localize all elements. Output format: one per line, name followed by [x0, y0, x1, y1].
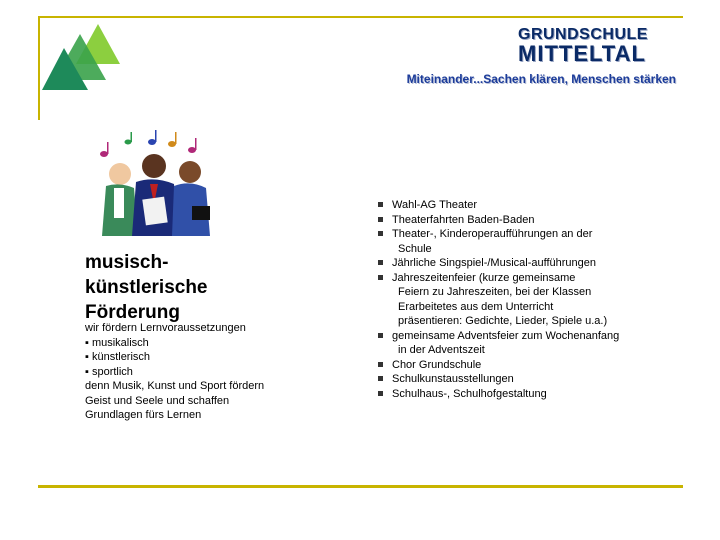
section-heading — [85, 250, 305, 325]
activities-list — [378, 198, 678, 401]
heading-line: musisch- — [85, 252, 169, 273]
mountain-logo-icon — [40, 22, 130, 92]
bullet-square-icon — [378, 231, 383, 236]
closing-text-line: Geist und Seele und schaffen — [85, 394, 230, 407]
list-item: Schulhaus-, Schulhofgestaltung — [378, 387, 678, 402]
list-item: Jahreszeitenfeier (kurze gemeinsame Feiern zu Jahreszeiten, bei der Klassen Erarbeitetes aus dem Unterricht präsentieren: Gedichte, Lieder, Spiele u.a.) — [378, 271, 678, 329]
heading-line: künstlerische — [85, 277, 208, 298]
bullet-square-icon — [378, 391, 383, 396]
left-description — [85, 321, 305, 423]
list-item: Wahl-AG Theater — [378, 198, 678, 213]
list-item: gemeinsame Adventsfeier zum Wochenanfang in der Adventszeit — [378, 329, 678, 358]
school-motto: Miteinander...Sachen klären, Menschen stärken — [406, 72, 676, 86]
school-name — [518, 26, 668, 64]
school-name-line2: MITTELTAL — [518, 41, 646, 66]
bullet-square-icon — [378, 275, 383, 280]
list-item: Theater-, Kinderoperaufführungen an der Schule — [378, 227, 678, 256]
left-bullet-item: ▪ künstlerisch — [85, 351, 151, 363]
school-name-line1: GRUNDSCHULE — [518, 26, 648, 43]
list-item: Chor Grundschule — [378, 358, 678, 373]
closing-text-line: denn Musik, Kunst und Sport fördern — [85, 380, 265, 392]
singers-clipart-icon — [92, 128, 222, 238]
bullet-square-icon — [378, 217, 383, 222]
list-item: Theaterfahrten Baden-Baden — [378, 213, 678, 228]
bullet-square-icon — [378, 260, 383, 265]
intro-text: wir fördern Lernvoraussetzungen — [85, 322, 246, 334]
bullet-square-icon — [378, 202, 383, 207]
top-frame-line — [38, 16, 683, 18]
bottom-frame-line — [38, 485, 683, 488]
list-item: Jährliche Singspiel-/Musical-aufführungen — [378, 256, 678, 271]
bullet-square-icon — [378, 362, 383, 367]
list-item: Schulkunstausstellungen — [378, 372, 678, 387]
left-bullet-item: ▪ sportlich — [85, 365, 133, 378]
bullet-square-icon — [378, 333, 383, 338]
bullet-square-icon — [378, 376, 383, 381]
music-note-icon — [100, 130, 197, 157]
closing-text-line: Grundlagen fürs Lernen — [85, 409, 202, 421]
heading-line: Förderung — [85, 302, 180, 323]
left-bullet-item: ▪ musikalisch — [85, 336, 149, 349]
